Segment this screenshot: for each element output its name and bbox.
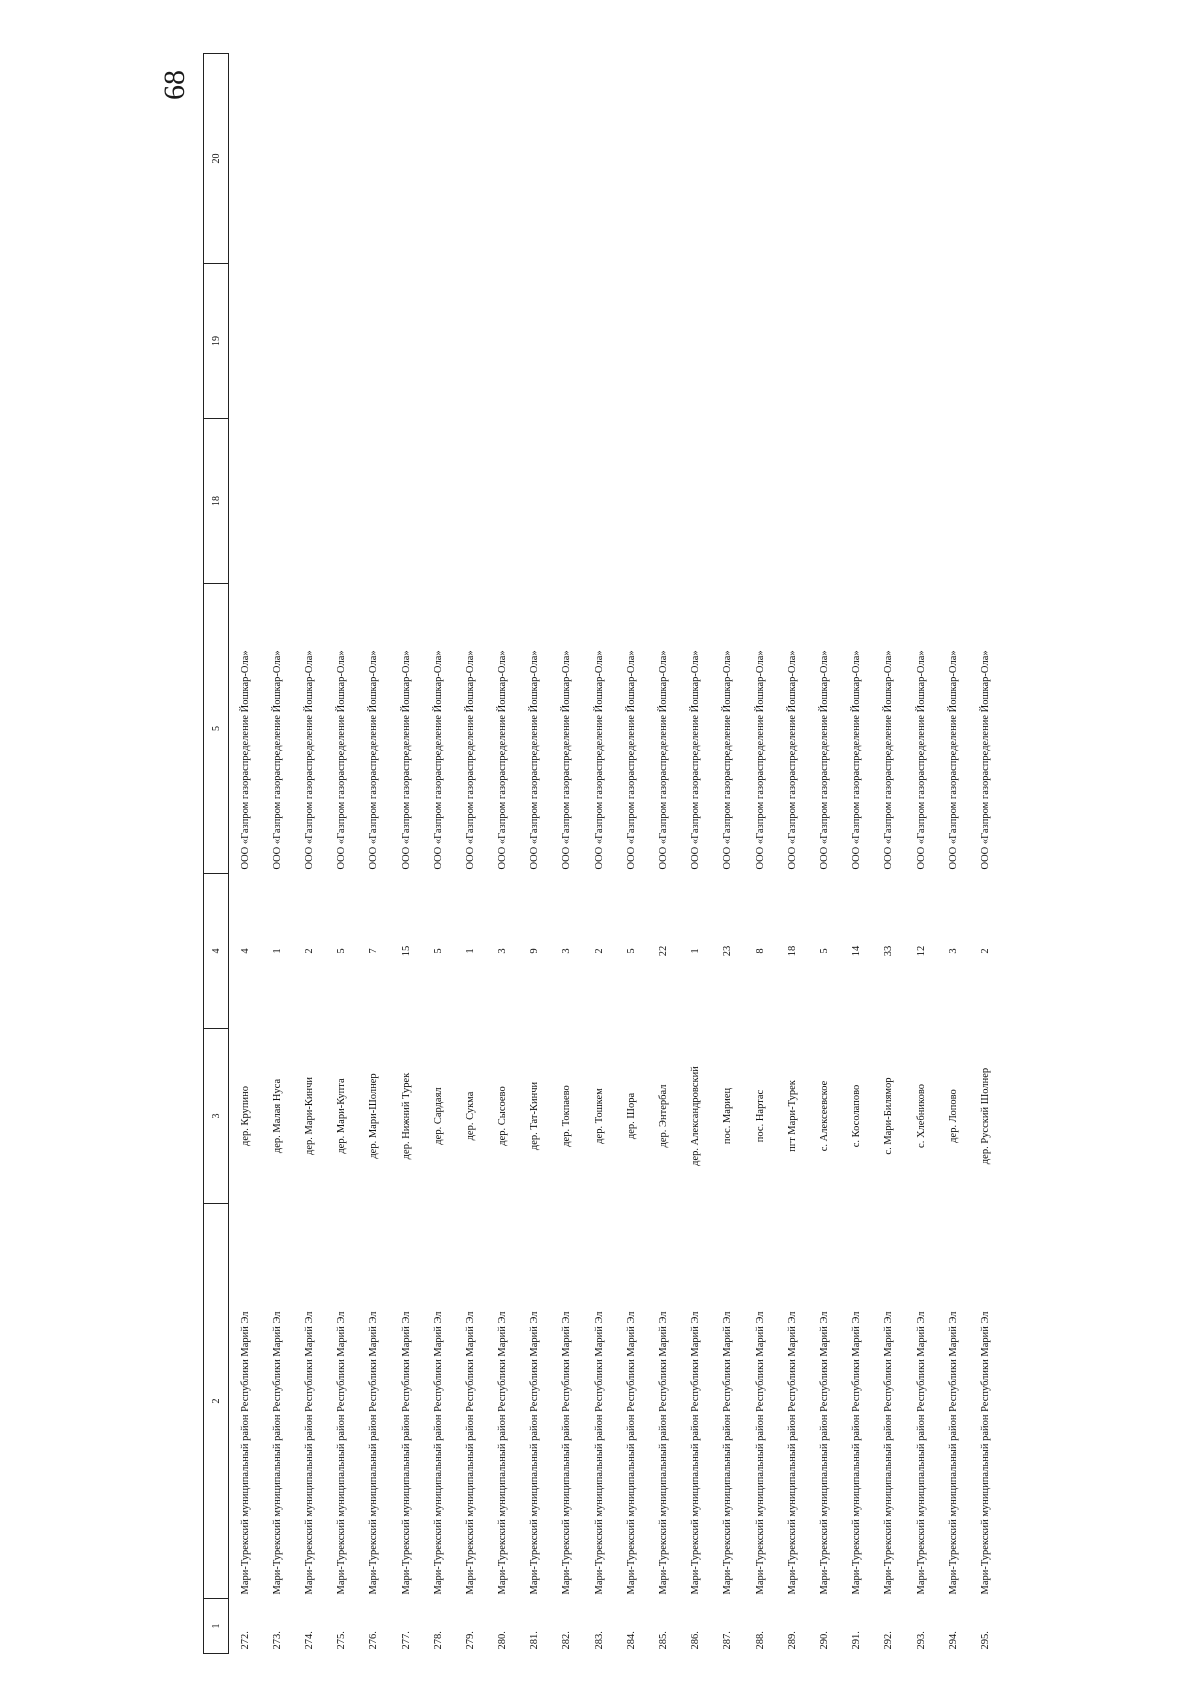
column-header: 4 xyxy=(204,874,229,1029)
locality-cell: с. Алексеевское xyxy=(818,1080,830,1152)
row-number: 285. xyxy=(658,1631,670,1650)
count-cell: 33 xyxy=(883,945,895,957)
empty-cell xyxy=(615,54,647,264)
count-cell: 5 xyxy=(432,948,444,954)
organization-cell: ООО «Газпром газораспределение Йошкар-Ола» xyxy=(368,650,380,870)
empty-cell xyxy=(422,419,454,584)
empty-cell xyxy=(293,419,325,584)
page-number: 68 xyxy=(158,70,191,100)
row-number: 275. xyxy=(336,1631,348,1650)
locality-cell: пос. Мариец xyxy=(722,1087,734,1145)
count-cell: 3 xyxy=(497,948,509,954)
organization-cell: ООО «Газпром газораспределение Йошкар-Ола» xyxy=(529,650,541,870)
row-number: 294. xyxy=(947,1631,959,1650)
table-row xyxy=(937,54,969,1654)
district-cell: Мари-Турекский муниципальный район Республики Марий Эл xyxy=(464,1311,476,1595)
empty-cell xyxy=(390,264,422,419)
table-row xyxy=(969,54,1001,1654)
empty-cell xyxy=(229,419,262,584)
empty-cell xyxy=(647,419,679,584)
column-header: 18 xyxy=(204,419,229,584)
district-cell: Мари-Турекский муниципальный район Республики Марий Эл xyxy=(883,1311,895,1595)
empty-cell xyxy=(326,264,358,419)
count-cell: 22 xyxy=(658,945,670,957)
empty-cell xyxy=(680,54,712,264)
organization-cell: ООО «Газпром газораспределение Йошкар-Ола» xyxy=(947,650,959,870)
locality-cell: пгт Мари-Турек xyxy=(786,1080,798,1152)
organization-cell: ООО «Газпром газораспределение Йошкар-Ола» xyxy=(979,650,991,870)
row-number: 288. xyxy=(754,1631,766,1650)
count-cell: 3 xyxy=(561,948,573,954)
empty-cell xyxy=(454,419,486,584)
empty-cell xyxy=(969,264,1001,419)
row-number: 290. xyxy=(818,1631,830,1650)
table-row xyxy=(326,54,358,1654)
column-header: 3 xyxy=(204,1029,229,1204)
locality-cell: дер. Сардаял xyxy=(432,1087,444,1145)
empty-cell xyxy=(905,54,937,264)
locality-cell: дер. Сукма xyxy=(464,1091,476,1141)
count-cell: 1 xyxy=(271,948,283,954)
district-cell: Мари-Турекский муниципальный район Республики Марий Эл xyxy=(239,1311,251,1595)
table-row xyxy=(873,54,905,1654)
organization-cell: ООО «Газпром газораспределение Йошкар-Ола» xyxy=(786,650,798,870)
organization-cell: ООО «Газпром газораспределение Йошкар-Ола» xyxy=(497,650,509,870)
empty-cell xyxy=(712,419,744,584)
row-number: 274. xyxy=(303,1631,315,1650)
district-cell: Мари-Турекский муниципальный район Республики Марий Эл xyxy=(271,1311,283,1595)
organization-cell: ООО «Газпром газораспределение Йошкар-Ола» xyxy=(851,650,863,870)
district-cell: Мари-Турекский муниципальный район Республики Марий Эл xyxy=(658,1311,670,1595)
empty-cell xyxy=(551,419,583,584)
organization-cell: ООО «Газпром газораспределение Йошкар-Ола» xyxy=(400,650,412,870)
empty-cell xyxy=(615,264,647,419)
empty-cell xyxy=(229,264,262,419)
empty-cell xyxy=(808,264,840,419)
column-header: 2 xyxy=(204,1204,229,1599)
district-cell: Мари-Турекский муниципальный район Республики Марий Эл xyxy=(979,1311,991,1595)
organization-cell: ООО «Газпром газораспределение Йошкар-Ола» xyxy=(658,650,670,870)
table-body xyxy=(229,54,1002,1654)
column-header: 1 xyxy=(204,1599,229,1654)
empty-cell xyxy=(969,419,1001,584)
locality-cell: с. Хлебниково xyxy=(915,1084,927,1148)
column-header: 19 xyxy=(204,264,229,419)
table-row xyxy=(261,54,293,1654)
count-cell: 3 xyxy=(947,948,959,954)
empty-cell xyxy=(841,54,873,264)
table-row xyxy=(680,54,712,1654)
locality-cell: дер. Тат-Кинчи xyxy=(529,1081,541,1151)
empty-cell xyxy=(422,54,454,264)
empty-cell xyxy=(261,264,293,419)
empty-cell xyxy=(551,54,583,264)
empty-cell xyxy=(229,54,262,264)
locality-cell: дер. Крупино xyxy=(239,1086,251,1146)
empty-cell xyxy=(873,264,905,419)
count-cell: 9 xyxy=(529,948,541,954)
empty-cell xyxy=(841,419,873,584)
empty-cell xyxy=(519,264,551,419)
row-number: 291. xyxy=(851,1631,863,1650)
row-number: 277. xyxy=(400,1631,412,1650)
count-cell: 1 xyxy=(690,948,702,954)
empty-cell xyxy=(454,54,486,264)
empty-cell xyxy=(519,54,551,264)
empty-cell xyxy=(583,54,615,264)
empty-cell xyxy=(937,54,969,264)
table-header-row xyxy=(204,54,229,1654)
count-cell: 2 xyxy=(593,948,605,954)
row-number: 280. xyxy=(497,1631,509,1650)
row-number: 282. xyxy=(561,1631,573,1650)
district-cell: Мари-Турекский муниципальный район Республики Марий Эл xyxy=(786,1311,798,1595)
table-row xyxy=(712,54,744,1654)
count-cell: 18 xyxy=(786,945,798,957)
empty-cell xyxy=(487,419,519,584)
empty-cell xyxy=(487,264,519,419)
row-number: 273. xyxy=(271,1631,283,1650)
count-cell: 5 xyxy=(625,948,637,954)
row-number: 281. xyxy=(529,1631,541,1650)
table-row xyxy=(905,54,937,1654)
empty-cell xyxy=(422,264,454,419)
organization-cell: ООО «Газпром газораспределение Йошкар-Ола» xyxy=(625,650,637,870)
column-header: 20 xyxy=(204,54,229,264)
table-row xyxy=(519,54,551,1654)
empty-cell xyxy=(519,419,551,584)
empty-cell xyxy=(937,419,969,584)
district-cell: Мари-Турекский муниципальный район Республики Марий Эл xyxy=(947,1311,959,1595)
organization-cell: ООО «Газпром газораспределение Йошкар-Ола» xyxy=(432,650,444,870)
table-row xyxy=(744,54,776,1654)
district-cell: Мари-Турекский муниципальный район Республики Марий Эл xyxy=(818,1311,830,1595)
district-cell: Мари-Турекский муниципальный район Республики Марий Эл xyxy=(754,1311,766,1595)
locality-cell: с. Мари-Билямор xyxy=(883,1077,895,1155)
table-row xyxy=(229,54,262,1654)
organization-cell: ООО «Газпром газораспределение Йошкар-Ола» xyxy=(271,650,283,870)
organization-cell: ООО «Газпром газораспределение Йошкар-Ола» xyxy=(593,650,605,870)
data-table xyxy=(203,53,1002,1654)
row-number: 295. xyxy=(979,1631,991,1650)
empty-cell xyxy=(744,419,776,584)
organization-cell: ООО «Газпром газораспределение Йошкар-Ола» xyxy=(915,650,927,870)
empty-cell xyxy=(680,264,712,419)
table-row xyxy=(293,54,325,1654)
empty-cell xyxy=(873,419,905,584)
district-cell: Мари-Турекский муниципальный район Республики Марий Эл xyxy=(851,1311,863,1595)
locality-cell: дер. Сысоево xyxy=(497,1086,509,1146)
organization-cell: ООО «Газпром газораспределение Йошкар-Ола» xyxy=(754,650,766,870)
empty-cell xyxy=(808,419,840,584)
organization-cell: ООО «Газпром газораспределение Йошкар-Ола» xyxy=(239,650,251,870)
table-row xyxy=(776,54,808,1654)
empty-cell xyxy=(261,419,293,584)
row-number: 287. xyxy=(722,1631,734,1650)
count-cell: 5 xyxy=(336,948,348,954)
empty-cell xyxy=(712,54,744,264)
empty-cell xyxy=(454,264,486,419)
empty-cell xyxy=(390,54,422,264)
row-number: 284. xyxy=(625,1631,637,1650)
empty-cell xyxy=(293,264,325,419)
count-cell: 8 xyxy=(754,948,766,954)
organization-cell: ООО «Газпром газораспределение Йошкар-Ола» xyxy=(883,650,895,870)
empty-cell xyxy=(487,54,519,264)
locality-cell: пос. Нартас xyxy=(754,1089,766,1143)
empty-cell xyxy=(712,264,744,419)
empty-cell xyxy=(261,54,293,264)
locality-cell: дер. Мари-Шолнер xyxy=(368,1073,380,1159)
row-number: 292. xyxy=(883,1631,895,1650)
district-cell: Мари-Турекский муниципальный район Республики Марий Эл xyxy=(400,1311,412,1595)
row-number: 272. xyxy=(239,1631,251,1650)
district-cell: Мари-Турекский муниципальный район Республики Марий Эл xyxy=(432,1311,444,1595)
count-cell: 4 xyxy=(239,948,251,954)
table-row xyxy=(808,54,840,1654)
row-number: 276. xyxy=(368,1631,380,1650)
empty-cell xyxy=(937,264,969,419)
district-cell: Мари-Турекский муниципальный район Республики Марий Эл xyxy=(722,1311,734,1595)
locality-cell: дер. Лопово xyxy=(947,1089,959,1143)
empty-cell xyxy=(873,54,905,264)
row-number: 278. xyxy=(432,1631,444,1650)
district-cell: Мари-Турекский муниципальный район Республики Марий Эл xyxy=(625,1311,637,1595)
empty-cell xyxy=(647,264,679,419)
row-number: 293. xyxy=(915,1631,927,1650)
empty-cell xyxy=(326,419,358,584)
empty-cell xyxy=(744,264,776,419)
table-row xyxy=(647,54,679,1654)
row-number: 286. xyxy=(690,1631,702,1650)
empty-cell xyxy=(615,419,647,584)
empty-cell xyxy=(776,264,808,419)
district-cell: Мари-Турекский муниципальный район Республики Марий Эл xyxy=(368,1311,380,1595)
count-cell: 1 xyxy=(464,948,476,954)
empty-cell xyxy=(841,264,873,419)
empty-cell xyxy=(808,54,840,264)
table-row xyxy=(422,54,454,1654)
empty-cell xyxy=(326,54,358,264)
organization-cell: ООО «Газпром газораспределение Йошкар-Ола» xyxy=(464,650,476,870)
table-row xyxy=(390,54,422,1654)
table-row xyxy=(487,54,519,1654)
district-cell: Мари-Турекский муниципальный район Республики Марий Эл xyxy=(336,1311,348,1595)
table-row xyxy=(358,54,390,1654)
district-cell: Мари-Турекский муниципальный район Республики Марий Эл xyxy=(561,1311,573,1595)
empty-cell xyxy=(358,264,390,419)
count-cell: 23 xyxy=(722,945,734,957)
organization-cell: ООО «Газпром газораспределение Йошкар-Ола» xyxy=(336,650,348,870)
district-cell: Мари-Турекский муниципальный район Республики Марий Эл xyxy=(497,1311,509,1595)
district-cell: Мари-Турекский муниципальный район Республики Марий Эл xyxy=(915,1311,927,1595)
locality-cell: дер. Энтербал xyxy=(658,1084,670,1148)
locality-cell: дер. Малая Нуса xyxy=(271,1078,283,1154)
table-row xyxy=(615,54,647,1654)
count-cell: 15 xyxy=(400,945,412,957)
table-row xyxy=(551,54,583,1654)
locality-cell: дер. Токпаево xyxy=(561,1085,573,1147)
empty-cell xyxy=(583,419,615,584)
count-cell: 12 xyxy=(915,945,927,957)
count-cell: 2 xyxy=(979,948,991,954)
empty-cell xyxy=(680,419,712,584)
district-cell: Мари-Турекский муниципальный район Республики Марий Эл xyxy=(690,1311,702,1595)
row-number: 279. xyxy=(464,1631,476,1650)
district-cell: Мари-Турекский муниципальный район Республики Марий Эл xyxy=(303,1311,315,1595)
empty-cell xyxy=(647,54,679,264)
empty-cell xyxy=(776,419,808,584)
table-container xyxy=(203,54,991,1654)
empty-cell xyxy=(390,419,422,584)
locality-cell: дер. Нижний Турек xyxy=(400,1072,412,1160)
empty-cell xyxy=(905,264,937,419)
table-row xyxy=(583,54,615,1654)
locality-cell: дер. Мари-Купта xyxy=(336,1078,348,1154)
empty-cell xyxy=(358,54,390,264)
organization-cell: ООО «Газпром газораспределение Йошкар-Ола» xyxy=(303,650,315,870)
table-row xyxy=(841,54,873,1654)
organization-cell: ООО «Газпром газораспределение Йошкар-Ола» xyxy=(722,650,734,870)
locality-cell: дер. Александровский xyxy=(690,1066,702,1166)
count-cell: 14 xyxy=(851,945,863,957)
locality-cell: дер. Тошкем xyxy=(593,1088,605,1144)
organization-cell: ООО «Газпром газораспределение Йошкар-Ола» xyxy=(561,650,573,870)
count-cell: 7 xyxy=(368,948,380,954)
empty-cell xyxy=(776,54,808,264)
empty-cell xyxy=(969,54,1001,264)
organization-cell: ООО «Газпром газораспределение Йошкар-Ола» xyxy=(690,650,702,870)
locality-cell: дер. Мари-Кинчи xyxy=(303,1077,315,1156)
district-cell: Мари-Турекский муниципальный район Республики Марий Эл xyxy=(593,1311,605,1595)
district-cell: Мари-Турекский муниципальный район Республики Марий Эл xyxy=(529,1311,541,1595)
empty-cell xyxy=(358,419,390,584)
count-cell: 5 xyxy=(818,948,830,954)
organization-cell: ООО «Газпром газораспределение Йошкар-Ола» xyxy=(818,650,830,870)
table-row xyxy=(454,54,486,1654)
empty-cell xyxy=(744,54,776,264)
row-number: 283. xyxy=(593,1631,605,1650)
count-cell: 2 xyxy=(303,948,315,954)
empty-cell xyxy=(905,419,937,584)
locality-cell: дер. Шора xyxy=(625,1092,637,1140)
empty-cell xyxy=(293,54,325,264)
column-header: 5 xyxy=(204,584,229,874)
row-number: 289. xyxy=(786,1631,798,1650)
locality-cell: дер. Русский Шолнер xyxy=(979,1067,991,1165)
locality-cell: с. Косолапово xyxy=(851,1084,863,1148)
empty-cell xyxy=(583,264,615,419)
empty-cell xyxy=(551,264,583,419)
